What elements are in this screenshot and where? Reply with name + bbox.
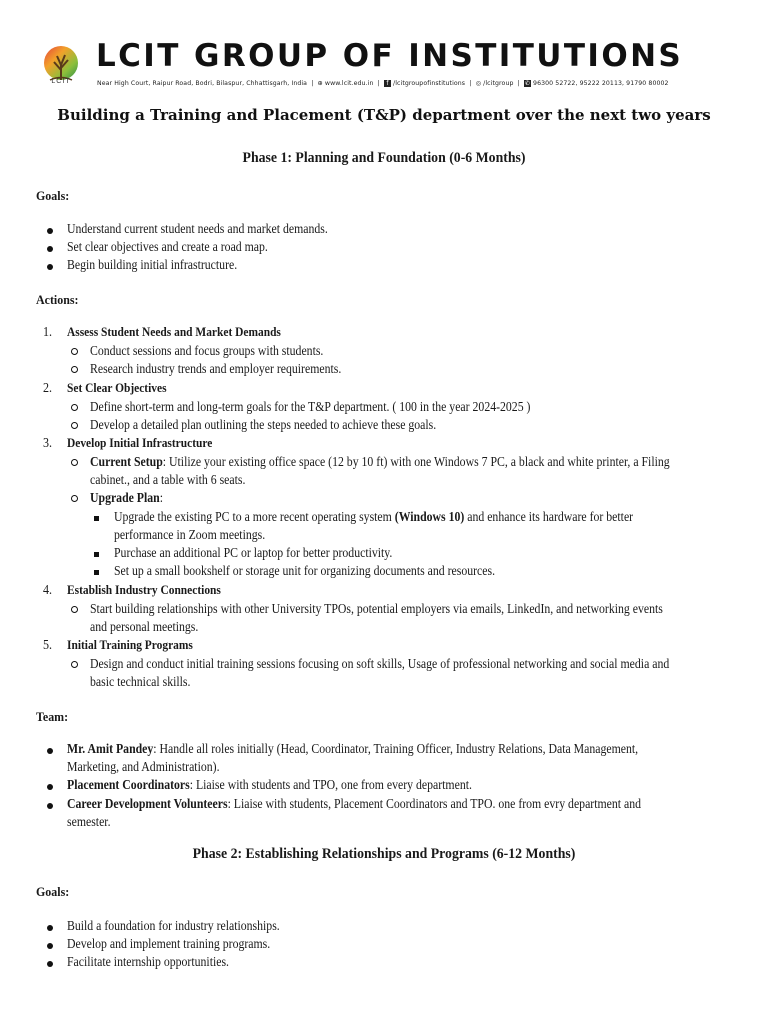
phase1-goals-label: Goals: xyxy=(36,188,70,203)
action-heading: Develop Initial Infrastructure xyxy=(67,435,213,450)
phase1-goal: Begin building initial infrastructure. xyxy=(67,257,238,272)
bullet-icon xyxy=(47,246,53,252)
team-member xyxy=(67,795,641,813)
action-subitem: Define short-term and long-term goals for the T&P department. ( 100 in the year 2024-2025 ) xyxy=(90,399,531,414)
phase2-goals-label: Goals: xyxy=(36,884,70,899)
action-subitem-continuation: basic technical skills. xyxy=(90,674,191,689)
phase1-goal: Understand current student needs and market demands. xyxy=(67,221,328,236)
phase1-goal: Set clear objectives and create a road map. xyxy=(67,239,268,254)
action-heading: Assess Student Needs and Market Demands xyxy=(67,324,281,339)
windows-version: (Windows 10) xyxy=(394,509,465,524)
phase2-goal: Facilitate internship opportunities. xyxy=(67,954,230,969)
upgrade-plan-label: Upgrade Plan xyxy=(90,490,160,505)
facebook-icon: f xyxy=(384,80,391,87)
phase2-goal: Develop and implement training programs. xyxy=(67,936,271,951)
sub-bullet-icon xyxy=(71,606,78,613)
action-number: 1. xyxy=(43,324,53,339)
sub-bullet-icon xyxy=(71,404,78,411)
upgrade-item-text: Upgrade the existing PC to a more recent operating system xyxy=(114,509,395,524)
team-member-role: : Handle all roles initially (Head, Coordinator, Training Officer, Industry Relations, Data Management, xyxy=(153,741,639,756)
phone-numbers: 96300 52722, 95222 20113, 91790 80002 xyxy=(533,80,669,87)
address: Near High Court, Raipur Road, Bodri, Bilaspur, Chhattisgarh, India xyxy=(97,80,308,87)
team-member-continuation: semester. xyxy=(67,814,111,829)
team-member-role: : Liaise with students, Placement Coordinators and TPO. one from evry department and xyxy=(227,796,642,811)
sub-bullet-icon xyxy=(71,459,78,466)
instagram-icon: ◎ xyxy=(475,80,482,87)
action-subitem: Start building relationships with other University TPOs, potential employers via emails, LinkedIn, and networking events xyxy=(90,601,663,616)
bullet-icon xyxy=(47,748,53,754)
bullet-icon xyxy=(47,803,53,809)
phone-icon: ✆ xyxy=(524,80,531,87)
upgrade-item xyxy=(114,508,633,526)
facebook-link[interactable]: /lcitgroupofinstitutions xyxy=(393,80,466,87)
team-member xyxy=(67,776,472,794)
globe-icon: ⊕ xyxy=(317,80,323,87)
action-number: 2. xyxy=(43,380,53,395)
sub-bullet-icon xyxy=(71,422,78,429)
bullet-icon xyxy=(47,228,53,234)
upgrade-plan-line xyxy=(90,489,163,507)
instagram-link[interactable]: /lcitgroup xyxy=(483,80,514,87)
action-heading: Set Clear Objectives xyxy=(67,380,167,395)
team-member-role: : Liaise with students and TPO, one from every department. xyxy=(189,777,472,792)
current-setup-text: : Utilize your existing office space (12 by 10 ft) with one Windows 7 PC, a black and white printer, a Filing xyxy=(162,454,670,469)
phase2-title: Phase 2: Establishing Relationships and Programs (6-12 Months) xyxy=(192,846,576,862)
document-title: Building a Training and Placement (T&P) department over the next two years xyxy=(57,106,711,124)
action-subitem: Research industry trends and employer requirements. xyxy=(90,361,342,376)
upgrade-item-text: and enhance its hardware for better xyxy=(464,509,634,524)
team-member-name: Mr. Amit Pandey xyxy=(67,741,154,756)
current-setup-line xyxy=(90,453,670,471)
action-number: 3. xyxy=(43,435,53,450)
team-label: Team: xyxy=(36,709,69,724)
action-number: 4. xyxy=(43,582,53,597)
current-setup-continuation: cabinet., and a table with 6 seats. xyxy=(90,472,246,487)
bullet-icon xyxy=(47,264,53,270)
action-heading: Initial Training Programs xyxy=(67,637,193,652)
action-subitem: Conduct sessions and focus groups with students. xyxy=(90,343,324,358)
bullet-icon xyxy=(47,943,53,949)
upgrade-plan-colon: : xyxy=(159,490,164,505)
sub-bullet-icon xyxy=(71,495,78,502)
team-member-continuation: Marketing, and Administration). xyxy=(67,759,220,774)
organization-name: LCIT GROUP OF INSTITUTIONS xyxy=(96,38,684,74)
action-subitem: Design and conduct initial training sessions focusing on soft skills, Usage of professional networking and social media and xyxy=(90,656,670,671)
upgrade-item: Purchase an additional PC or laptop for better productivity. xyxy=(114,545,393,560)
team-member xyxy=(67,740,638,758)
action-heading: Establish Industry Connections xyxy=(67,582,221,597)
current-setup-label: Current Setup xyxy=(90,454,163,469)
logo-caption: LCIT xyxy=(51,78,71,85)
sub-bullet-icon xyxy=(71,366,78,373)
bullet-icon xyxy=(47,961,53,967)
sub-bullet-icon xyxy=(71,661,78,668)
bullet-icon xyxy=(47,784,53,790)
contact-line: Near High Court, Raipur Road, Bodri, Bilaspur, Chhattisgarh, India | ⊕ www.lcit.edu.in | f /lcitgroupofinstitutions | ◎ /lcitgroup | ✆ 96300 52722, 95222 20113, 91790 80002 xyxy=(97,80,669,87)
action-subitem: Develop a detailed plan outlining the steps needed to achieve these goals. xyxy=(90,417,437,432)
team-member-name: Placement Coordinators xyxy=(67,777,190,792)
action-subitem-continuation: and personal meetings. xyxy=(90,619,199,634)
phase1-title: Phase 1: Planning and Foundation (0-6 Months) xyxy=(242,150,526,166)
letterhead xyxy=(40,38,730,94)
square-bullet-icon xyxy=(94,516,99,521)
phase1-actions-label: Actions: xyxy=(36,292,79,307)
action-number: 5. xyxy=(43,637,53,652)
website-link[interactable]: www.lcit.edu.in xyxy=(324,80,374,87)
phase2-goal: Build a foundation for industry relationships. xyxy=(67,918,280,933)
square-bullet-icon xyxy=(94,570,99,575)
sub-bullet-icon xyxy=(71,348,78,355)
square-bullet-icon xyxy=(94,552,99,557)
upgrade-item-continuation: performance in Zoom meetings. xyxy=(114,527,266,542)
bullet-icon xyxy=(47,925,53,931)
upgrade-item: Set up a small bookshelf or storage unit for organizing documents and resources. xyxy=(114,563,496,578)
team-member-name: Career Development Volunteers xyxy=(67,796,228,811)
